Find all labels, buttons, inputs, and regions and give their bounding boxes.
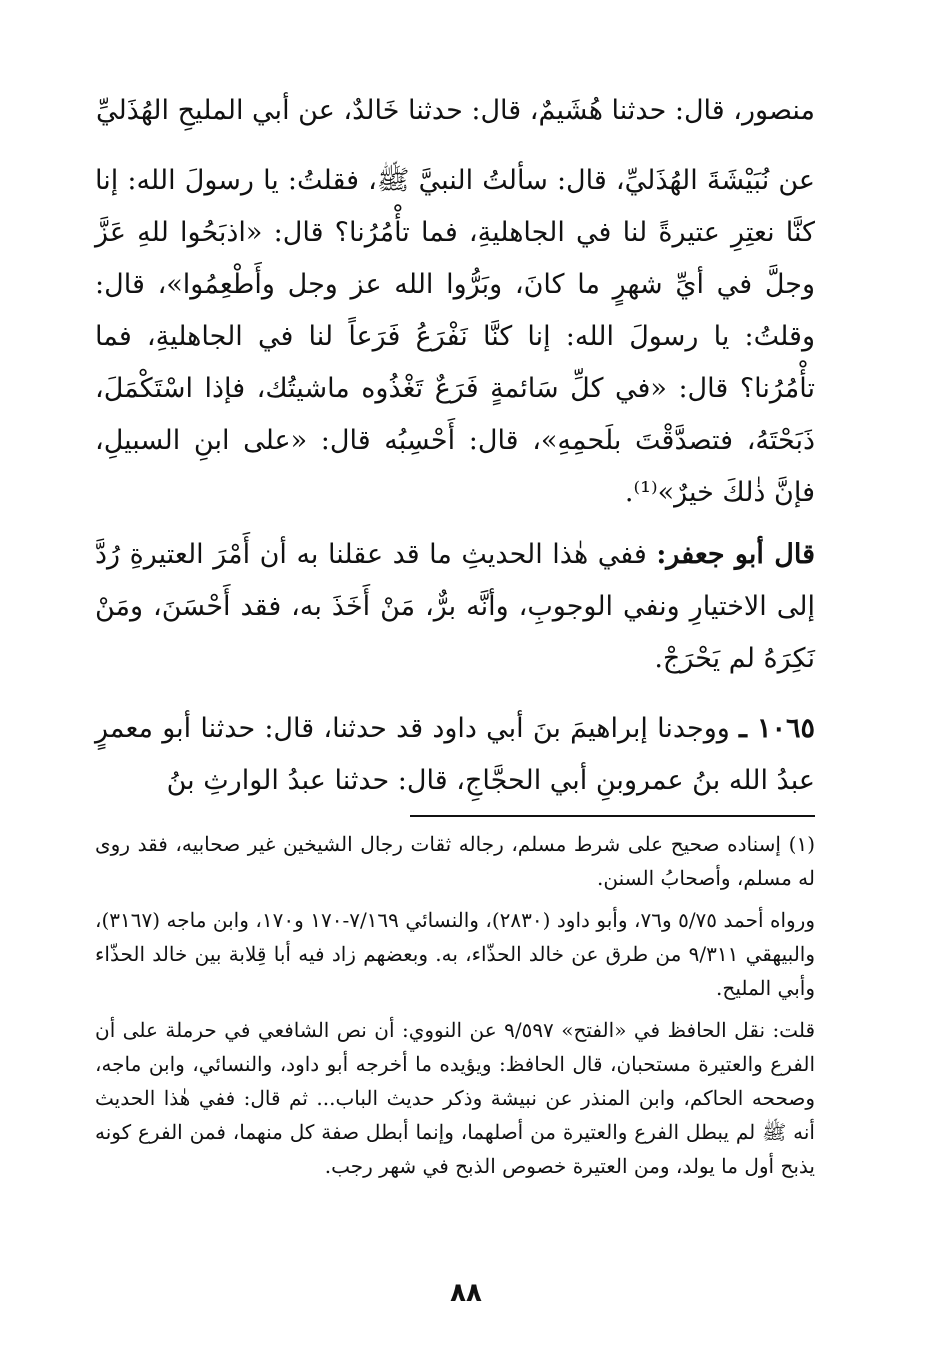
- footnote-separator: [410, 815, 815, 817]
- page-number: ٨٨: [450, 1278, 482, 1308]
- paragraph-chain-continuation: منصور، قال: حدثنا هُشَيمٌ، قال: حدثنا خَالدٌ، عن أبي المليحِ الهُذَليِّ: [95, 95, 815, 126]
- footnotes: [95, 827, 815, 1183]
- commentary-body: ففي هٰذا الحديثِ ما قد عقلنا به أن أَمْرَ العتيرةِ رُدَّ إلى الاختيارِ ونفي الوجوبِ، وأنَّه برٌّ، مَنْ أَخَذَ به، فقد أَحْسَنَ، ومَنْ نَكِرَهُ لم يَحْرَجْ.: [95, 539, 815, 674]
- footnote-commentary: قلت: نقل الحافظ في «الفتح» ٩/٥٩٧ عن النووي: أن نص الشافعي في حرملة على أن الفرع والعتيرة مستحبان، قال الحافظ: ويؤيده ما أخرجه أبو داود، والنسائي، وابن ماجه، وصححه الحاكم، وابن المنذر عن نبيشة وذكر حديث الباب... ثم قال: ففي هٰذا الحديث أنه ﷺ لم يبطل الفرع والعتيرة من أصلهما، وإنما أبطل صفة كل منهما، فمن الفرع كونه يذبح أول ما يولد، ومن العتيرة خصوص الذبح في شهر رجب.: [95, 1018, 816, 1178]
- paragraph-hadith-text: عن نُبَيْشَةَ الهُذَليِّ، قال: سألتُ النبيَّ ﷺ، فقلتُ: يا رسولَ الله: إنا كنَّا نعتِرِ عتيرةً لنا في الجاهليةِ، فما تأْمُرُنا؟ قال: «اذبَحُوا للهِ عَزَّ وجلَّ في أيِّ شهرٍ ما كانَ، وبَرُّوا الله عز وجل وأَطْعِمُوا»، قال: وقلتُ: يا رسولَ الله: إنا كنَّا نَفْرَعُ فَرَعاً لنا في الجاهليةِ، فما تأْمُرُنا؟ قال: «في كلِّ سَائمةٍ فَرَعٌ تَغْذُوه ماشيتُك، فإذا اسْتَكْمَلَ، ذَبَحْتَهُ، فتصدَّقْتَ بلَحمِهِ»، قال: أَحْسِبُه قال: «على ابنِ السبيلِ، فإنَّ ذٰلكَ خيرٌ»⁽¹⁾.: [95, 165, 815, 508]
- paragraph-commentary: [95, 529, 815, 685]
- footnote-sources: ورواه أحمد ٥/٧٥ و٧٦، وأبو داود (٢٨٣٠)، والنسائي ٧/١٦٩-١٧٠ و١٧٠، وابن ماجه (٣١٦٧)، والبيهقي ٩/٣١١ من طرق عن خالد الحذّاء، به. وبعضهم زاد فيه أبا قِلابة بين خالد الحذّاء وأبي المليح.: [95, 908, 815, 1000]
- hadith-1065-body: ووجدنا إبراهيمَ بنَ أبي داود قد حدثنا، قال: حدثنا أبو معمرٍ عبدُ الله بنُ عمروبنِ أبي الحجَّاجِ، قال: حدثنا عبدُ الوارثِ بنُ: [95, 713, 815, 796]
- footnote-1: (١) إسناده صحيح على شرط مسلم، رجاله ثقات رجال الشيخين غير صحابيه، فقد روى له مسلم، وأصحابُ السنن.: [95, 832, 815, 890]
- hadith-number: ١٠٦٥ ـ: [739, 713, 815, 744]
- main-text: [95, 85, 815, 807]
- commentary-lead: قال أبو جعفر:: [656, 539, 815, 570]
- page-body: [95, 85, 815, 1183]
- paragraph-hadith-1065: [95, 703, 815, 807]
